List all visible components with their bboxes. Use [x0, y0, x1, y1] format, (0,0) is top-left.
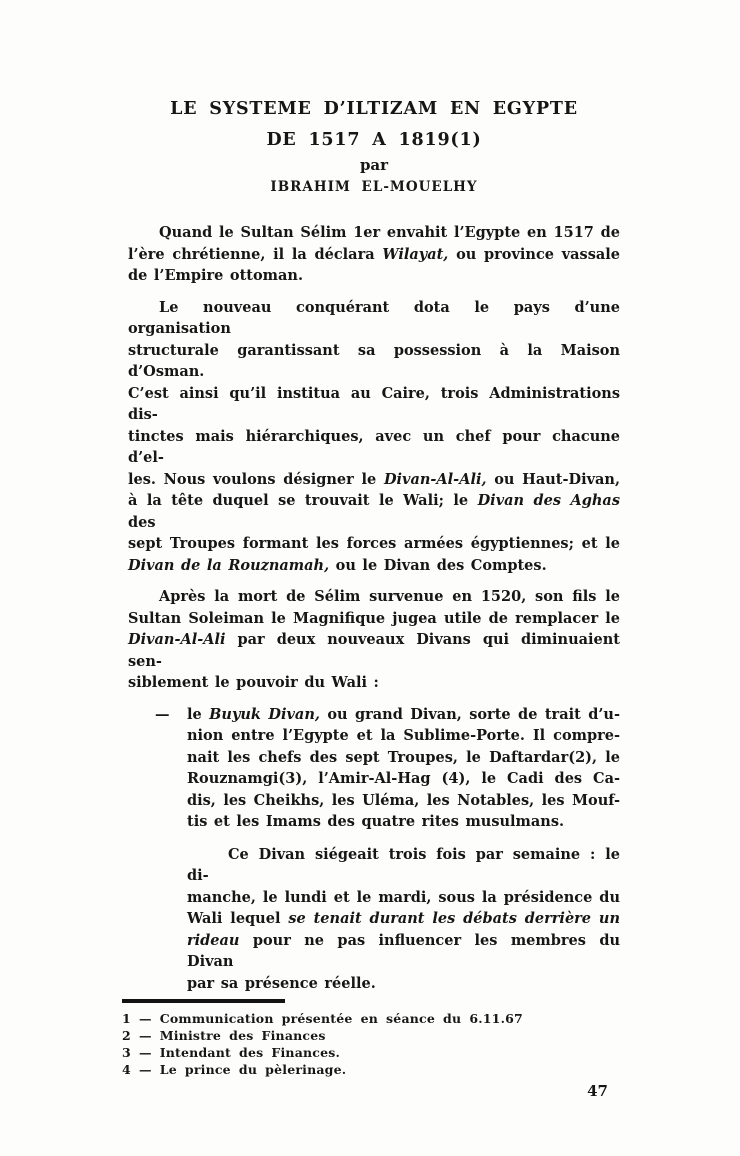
text-segment: sept Troupes formant les forces armées égyptiennes; et le [128, 535, 620, 552]
text-segment: Wali lequel [187, 910, 289, 927]
italic-text: Divan de la Rouznamah, [128, 556, 330, 574]
footnote: 1 — Communication présentée en séance du 6.11.67 [122, 1011, 523, 1026]
text-line [187, 973, 620, 995]
text-line [128, 222, 620, 244]
text-segment: C’est ainsi qu’il institua au Caire, trois Administrations dis- [128, 384, 620, 423]
text-segment: ou le Divan des Comptes. [329, 556, 547, 574]
footnotes [122, 1010, 620, 1078]
text-segment: Ce Divan siégeait trois fois par semaine : le di- [187, 845, 620, 884]
text-line [187, 790, 620, 812]
footnote: 4 — Le prince du pèlerinage. [122, 1062, 347, 1077]
text-segment: ou province vassale [448, 245, 620, 263]
text-segment: pour ne pas influencer les membres du Divan [187, 931, 620, 970]
italic-text: Divan-Al-Ali, [383, 470, 487, 488]
text-segment: le [187, 705, 210, 723]
italic-text: Divan des Aghas [477, 492, 620, 509]
text-segment: ou Haut-Divan, [486, 470, 620, 488]
document-body [128, 222, 620, 994]
text-segment: Rouznamgi(3), l’Amir-Al-Hag (4), le Cadi des Ca- [187, 770, 620, 787]
footnote: 2 — Ministre des Finances [122, 1028, 326, 1043]
text-segment: des [128, 513, 156, 531]
text-line [128, 608, 620, 630]
text-line [187, 725, 620, 747]
text-line [128, 265, 620, 287]
text-segment: par deux nouveaux Divans qui diminuaient sen- [128, 631, 620, 670]
text-column [122, 99, 620, 1100]
text-segment: l’ère chrétienne, il la déclara [128, 245, 383, 263]
bullet-dash: — [155, 705, 170, 723]
text-line [128, 533, 620, 555]
italic-text: Wilayat, [382, 245, 449, 263]
article-header [128, 99, 620, 196]
text-segment: à la tête duquel se trouvait le Wali; le [128, 492, 478, 509]
text-segment: tinctes mais hiérarchiques, avec un chef pour chacune d’el- [128, 427, 620, 466]
text-segment: les. Nous voulons désigner le [128, 470, 384, 488]
italic-text: Buyuk Divan, [209, 705, 320, 723]
text-line [187, 908, 620, 930]
text-line [128, 426, 620, 469]
bullet-text [187, 704, 620, 833]
bullet [128, 704, 620, 833]
text-line [187, 811, 620, 833]
italic-text: Divan-Al-Ali [128, 631, 226, 648]
text-segment: structurale garantissant sa possession à la Maison d’Osman. [128, 341, 620, 380]
text-line [187, 930, 620, 973]
text-segment: Après la mort de Sélim survenue en 1520, son fils le [159, 588, 620, 605]
italic-text: rideau [187, 931, 240, 949]
page-number: 47 [587, 1082, 608, 1100]
text-line [128, 469, 620, 491]
text-line [128, 555, 620, 577]
subparagraph [187, 844, 620, 995]
text-line [128, 244, 620, 266]
paragraph [128, 222, 620, 287]
text-segment: Sultan Soleiman le Magnifique jugea utile de remplacer le [128, 609, 620, 627]
text-line [187, 768, 620, 790]
article-title-line-1: LE SYSTEME D’ILTIZAM EN EGYPTE [170, 99, 578, 119]
text-segment: nion entre l’Egypte et la Sublime-Porte. Il compre- [187, 727, 620, 744]
paragraph [128, 586, 620, 694]
text-segment: de l’Empire ottoman. [128, 267, 303, 284]
text-segment: siblement le pouvoir du Wali : [128, 674, 379, 691]
byline: par [359, 156, 389, 174]
text-segment: par sa présence réelle. [187, 974, 376, 992]
text-line [128, 586, 620, 608]
footnote-divider [122, 999, 285, 1003]
article-title-line-2: DE 1517 A 1819(1) [266, 130, 482, 150]
text-line [187, 747, 620, 769]
text-line [128, 672, 620, 694]
text-line [187, 844, 620, 887]
footnote: 3 — Intendant des Finances. [122, 1045, 341, 1060]
text-segment: Le nouveau conquérant dota le pays d’une organisation [128, 298, 620, 337]
text-line [128, 629, 620, 672]
text-segment: tis et les Imams des quatre rites musulmans. [187, 813, 565, 830]
italic-text: se tenait durant les débats derrière un [288, 910, 620, 927]
text-segment: Quand le Sultan Sélim 1er envahit l’Egypte en 1517 de [159, 224, 620, 241]
text-line [128, 383, 620, 426]
text-line [128, 297, 620, 340]
paragraph [128, 297, 620, 577]
text-segment: manche, le lundi et le mardi, sous la présidence du [187, 888, 620, 906]
text-line [128, 490, 620, 533]
text-line [128, 340, 620, 383]
text-segment: ou grand Divan, sorte de trait d’u- [319, 705, 620, 723]
text-segment: nait les chefs des sept Troupes, le Daftardar(2), le [187, 748, 620, 766]
author-name: IBRAHIM EL-MOUELHY [270, 179, 478, 195]
text-line [187, 887, 620, 909]
text-line [187, 704, 620, 726]
text-segment: dis, les Cheikhs, les Uléma, les Notables, les Mouf- [187, 791, 620, 809]
